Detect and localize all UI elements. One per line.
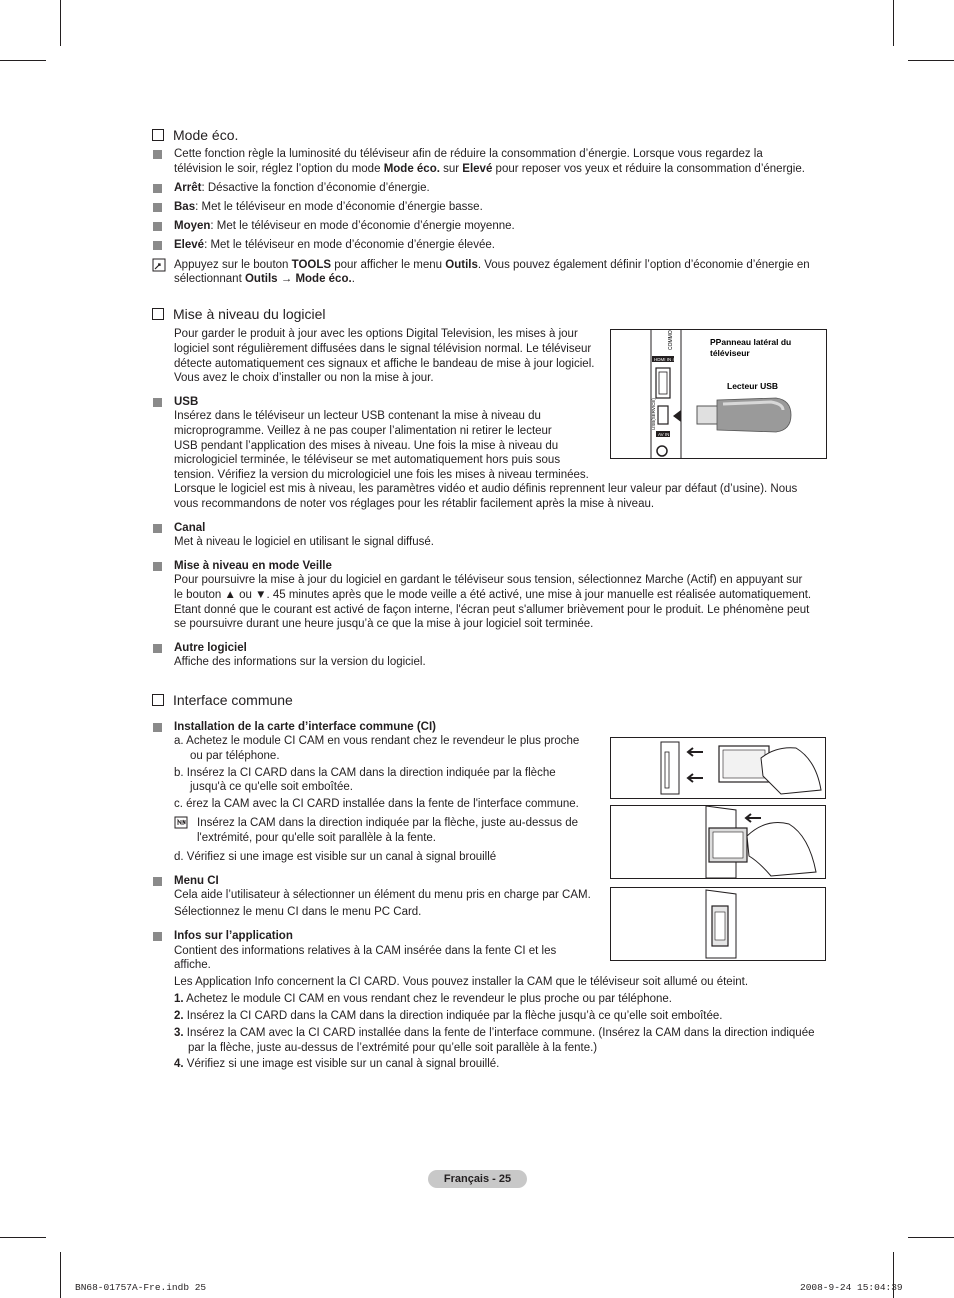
paragraph: Pour garder le produit à jour avec les options Digital Television, les mises à jour <box>174 328 578 340</box>
paragraph: logiciel sont régulièrement diffusées dans le signal télévision normal. Le téléviseur <box>174 343 592 355</box>
subsection-title: Autre logiciel <box>174 642 247 654</box>
list-item: Moyen: Met le téléviseur en mode d’économie d’énergie moyenne. <box>174 220 515 232</box>
bullet-icon <box>153 398 162 407</box>
print-slug: 2008-9-24 15:04:39 <box>800 1282 903 1293</box>
paragraph: Affiche des informations sur la version du logiciel. <box>174 656 426 668</box>
crop-mark <box>908 60 954 61</box>
usb-figure <box>610 329 827 459</box>
paragraph: micrologiciel terminée, le téléviseur se met automatiquement hors puis sous <box>174 454 561 466</box>
figure-label: Lecteur USB <box>727 381 779 391</box>
paragraph: Pour poursuivre la mise à jour du logiciel en gardant le téléviseur sous tension, sélectionnez Marche (Actif) en appuyant sur <box>174 574 803 586</box>
bullet-icon <box>153 877 162 886</box>
paragraph: microprogramme. Veillez à ne pas couper l’alimentation ni retirer le lecteur <box>174 425 552 437</box>
paragraph: le bouton ▲ ou ▼. 45 minutes après que le mode veille a été activé, une mise à jour manuelle est réalisée automatiquement. <box>174 589 812 601</box>
subsection-title: Mise à niveau en mode Veille <box>174 560 332 572</box>
paragraph: jusqu'à ce qu'elle soit emboîtée. <box>190 781 353 793</box>
tools-note: Appuyez sur le bouton TOOLS pour afficher le menu Outils. Vous pouvez également définir l’option d’économie d’énergie en <box>174 259 810 271</box>
subsection-title: Infos sur l’application <box>174 930 293 942</box>
paragraph: c. érez la CAM avec la CI CARD installée dans la fente de l'interface commune. <box>174 798 579 810</box>
paragraph: Insérez dans le téléviseur un lecteur USB contenant la mise à niveau du <box>174 410 541 422</box>
paragraph: Les Application Info concernent la CI CARD. Vous pouvez installer la CAM que le téléviseur soit allumé ou éteint. <box>174 976 749 988</box>
bullet-icon <box>153 932 162 941</box>
note: Insérez la CAM dans la direction indiquée par la flèche, juste au-dessus de <box>197 817 578 829</box>
paragraph: b. Insérez la CI CARD dans la CAM dans la direction indiquée par la flèche <box>174 767 556 779</box>
port-label: HDMI IN 4 <box>654 357 676 362</box>
paragraph: a. Achetez le module CI CAM en vous rendant chez le revendeur le plus proche <box>174 735 580 747</box>
bullet-icon <box>153 150 162 159</box>
paragraph: tension. Vérifiez la version du micrologiciel une fois les mises à niveau terminées. <box>174 469 589 481</box>
bullet-icon <box>153 203 162 212</box>
ci-figure-1 <box>610 737 826 799</box>
section-title-interface: Interface commune <box>152 691 293 709</box>
paragraph: Contient des informations relatives à la CAM insérée dans la fente CI et les <box>174 945 557 957</box>
paragraph: affiche. <box>174 959 211 971</box>
paragraph: USB pendant l’application des mises à niveau. Une fois la mise à niveau du <box>174 440 559 452</box>
crop-mark <box>908 1237 954 1238</box>
paragraph: ou par téléphone. <box>190 750 280 762</box>
checkbox-icon <box>152 308 164 320</box>
subsection-title: USB <box>174 396 199 408</box>
ci-figure-2 <box>610 805 826 879</box>
note: l'extrémité, pour qu'elle soit parallèle à la fente. <box>197 832 436 844</box>
note-icon <box>174 816 188 829</box>
subsection-title: Menu CI <box>174 875 219 887</box>
paragraph: Vous avez le choix d’installer ou non la mise à jour. <box>174 372 434 384</box>
bullet-icon <box>153 241 162 250</box>
list-item: Bas: Met le téléviseur en mode d’économie d’énergie basse. <box>174 201 483 213</box>
list-item: Elevé: Met le téléviseur en mode d’économie d’énergie élevée. <box>174 239 495 251</box>
cam-slot-illustration <box>611 888 825 960</box>
step-item: par la flèche, juste au-dessus de l’extrémité pour qu’elle soit parallèle à la fente.) <box>188 1042 598 1054</box>
crop-mark <box>60 1252 61 1298</box>
bullet-icon <box>153 562 162 571</box>
figure-label: PPanneau latéral du <box>710 337 792 347</box>
crop-mark <box>0 1237 46 1238</box>
figure-label: téléviseur <box>710 348 750 358</box>
bullet-icon <box>153 524 162 533</box>
paragraph: Etant donné que le courant est activé de façon interne, l'écran peut s'allumer brièvement pour le produit. Le phénomène peut <box>174 604 810 616</box>
subsection-title: Installation de la carte d’interface commune (CI) <box>174 721 437 733</box>
paragraph: détecte automatiquement ces signaux et affiche le bandeau de mise à jour logiciel. <box>174 358 595 370</box>
port-label: COMMON <box>668 330 674 350</box>
paragraph: Met à niveau le logiciel en utilisant le signal diffusé. <box>174 536 434 548</box>
paragraph: télévision le soir, réglez l’option du mode Mode éco. sur Elevé pour reposer vos yeux et réduire la consommation d’énergie. <box>174 163 805 175</box>
bullet-icon <box>153 184 162 193</box>
ci-card-illustration <box>611 738 825 798</box>
paragraph: d. Vérifiez si une image est visible sur un canal à signal brouillé <box>174 851 497 863</box>
step-item: 1. Achetez le module CI CAM en vous rendant chez le revendeur le plus proche ou par téléphone. <box>174 993 673 1005</box>
cam-insert-illustration <box>611 806 825 878</box>
list-item: Arrêt: Désactive la fonction d’économie d’énergie. <box>174 182 430 194</box>
bullet-icon <box>153 222 162 231</box>
port-label: USB(SERVICE) <box>651 398 656 430</box>
checkbox-icon <box>152 129 164 141</box>
paragraph: se poursuivre durant une heure jusqu’à ce que la mise à jour logiciel soit terminée. <box>174 618 594 630</box>
section-title-mode-eco: Mode éco. <box>152 126 238 144</box>
paragraph: vous recommandons de noter vos réglages pour les rétablir facilement après la mise à niveau. <box>174 498 655 510</box>
section-title-mise-a-niveau: Mise à niveau du logiciel <box>152 305 326 323</box>
tools-icon <box>152 258 166 272</box>
step-item: 4. Vérifiez si une image est visible sur un canal à signal brouillé. <box>174 1058 500 1070</box>
bullet-icon <box>153 644 162 653</box>
tools-note: sélectionnant Outils → Mode éco.. <box>174 273 355 285</box>
print-slug: BN68-01757A-Fre.indb 25 <box>75 1282 207 1293</box>
subsection-title: Canal <box>174 522 206 534</box>
crop-mark <box>893 0 894 46</box>
crop-mark <box>60 0 61 46</box>
page-number-badge: Français - 25 <box>428 1170 527 1188</box>
paragraph: Cette fonction règle la luminosité du téléviseur afin de réduire la consommation d’énergie. Lorsque vous regardez la <box>174 148 763 160</box>
crop-mark <box>0 60 46 61</box>
port-label: AV IN <box>658 432 670 437</box>
paragraph: Lorsque le logiciel est mis à niveau, les paramètres vidéo et audio définis reprennent leur valeur par défaut (d’usine). Nous <box>174 483 798 495</box>
paragraph: Cela aide l’utilisateur à sélectionner un élément du menu pris en charge par CAM. <box>174 889 591 901</box>
paragraph: Sélectionnez le menu CI dans le menu PC Card. <box>174 906 422 918</box>
step-item: 2. Insérez la CI CARD dans la CAM dans la direction indiquée par la flèche jusqu’à ce qu’elle soit emboîtée. <box>174 1010 723 1022</box>
tv-side-panel-illustration <box>611 330 826 458</box>
step-item: 3. Insérez la CAM avec la CI CARD installée dans la fente de l’interface commune. (Insérez la CAM dans la direction indiquée <box>174 1027 815 1039</box>
ci-figure-3 <box>610 887 826 961</box>
bullet-icon <box>153 723 162 732</box>
checkbox-icon <box>152 694 164 706</box>
